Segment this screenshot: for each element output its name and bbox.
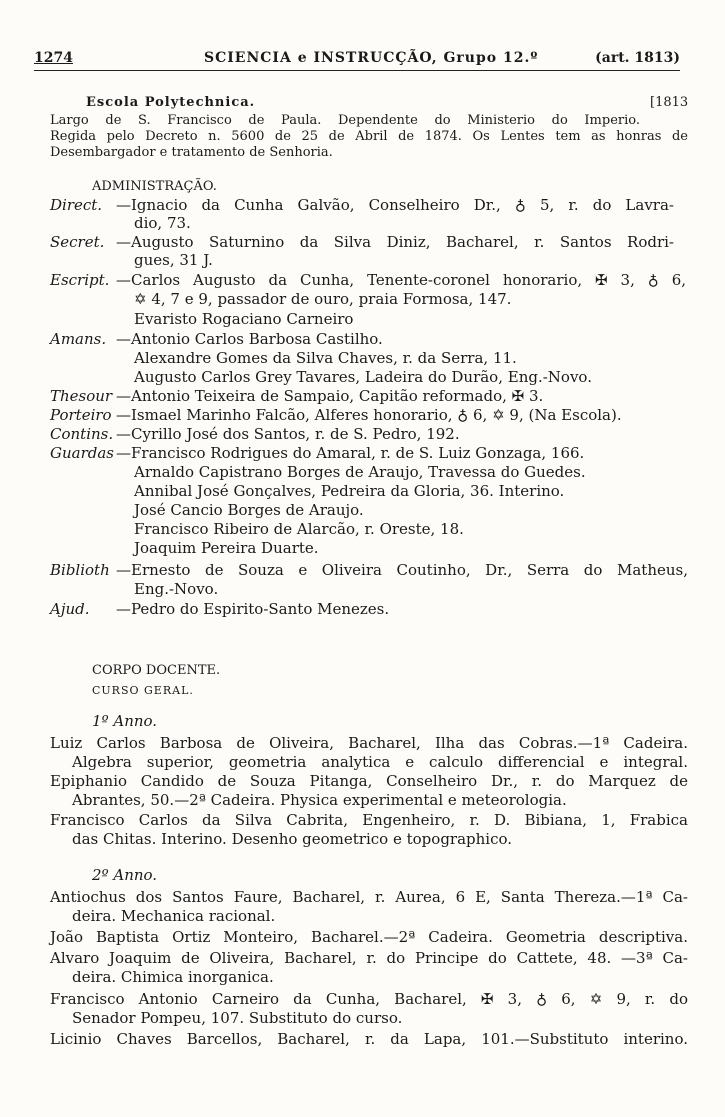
admin-line: —Cyrillo José dos Santos, r. de S. Pedro, 192.	[116, 425, 460, 443]
admin-line: —Antonio Carlos Barbosa Castilho.	[116, 330, 383, 348]
article-ref: (art. 1813)	[595, 50, 680, 66]
label-amans: Amans.	[50, 330, 107, 348]
admin-line: dio, 73.	[134, 214, 191, 232]
admin-line: Evaristo Rogaciano Carneiro	[134, 310, 354, 328]
admin-line: —Carlos Augusto da Cunha, Tenente-coronel honorario, ✠ 3, ♁ 6,	[116, 271, 686, 289]
admin-line: Augusto Carlos Grey Tavares, Ladeira do Durão, Eng.-Novo.	[134, 368, 592, 386]
admin-line: —Francisco Rodrigues do Amaral, r. de S. Luiz Gonzaga, 166.	[116, 444, 585, 462]
admin-line: —Ismael Marinho Falcão, Alferes honorario, ♁ 6, ✡ 9, (Na Escola).	[116, 406, 622, 424]
faculty-line: Epiphanio Candido de Souza Pitanga, Conselheiro Dr., r. do Marquez de	[50, 772, 688, 790]
admin-line: Alexandre Gomes da Silva Chaves, r. da Serra, 11.	[134, 349, 517, 367]
faculty-line: Luiz Carlos Barbosa de Oliveira, Bacharel, Ilha das Cobras.—1ª Cadeira.	[50, 734, 688, 752]
faculty-line: deira. Chimica inorganica.	[72, 968, 274, 986]
faculty-line: Licinio Chaves Barcellos, Bacharel, r. da Lapa, 101.—Substituto interino.	[50, 1030, 688, 1048]
faculty-line: das Chitas. Interino. Desenho geometrico e topographico.	[72, 830, 513, 848]
faculty-subheading: CURSO GERAL.	[92, 684, 194, 697]
faculty-heading: CORPO DOCENTE.	[92, 663, 221, 678]
label-escript: Escript.	[50, 271, 110, 289]
admin-line: Annibal José Gonçalves, Pedreira da Gloria, 36. Interino.	[134, 482, 565, 500]
intro-line-1: Largo de S. Francisco de Paula. Dependente do Ministerio do Imperio.	[50, 113, 640, 128]
faculty-line: Antiochus dos Santos Faure, Bacharel, r. Aurea, 6 E, Santa Thereza.—1ª Ca-	[50, 888, 688, 906]
faculty-line: Alvaro Joaquim de Oliveira, Bacharel, r. do Principe do Cattete, 48. —3ª Ca-	[50, 949, 688, 967]
faculty-line: Senador Pompeu, 107. Substituto do curso.	[72, 1009, 403, 1027]
faculty-line: deira. Mechanica racional.	[72, 907, 276, 925]
admin-line: —Antonio Teixeira de Sampaio, Capitão reformado, ✠ 3.	[116, 387, 544, 405]
running-title: SCIENCIA e INSTRUCÇÃO, Grupo 12.º	[204, 50, 539, 66]
admin-line: José Cancio Borges de Araujo.	[134, 501, 364, 519]
label-thesour: Thesour	[50, 387, 113, 405]
faculty-line: Francisco Antonio Carneiro da Cunha, Bacharel, ✠ 3, ♁ 6, ✡ 9, r. do	[50, 990, 688, 1008]
label-biblioth: Biblioth	[50, 561, 110, 579]
admin-line: Arnaldo Capistrano Borges de Araujo, Travessa do Guedes.	[134, 463, 586, 481]
admin-line: —Ignacio da Cunha Galvão, Conselheiro Dr., ♁ 5, r. do Lavra-	[116, 196, 674, 214]
label-guardas: Guardas	[50, 444, 114, 462]
admin-line: ✡ 4, 7 e 9, passador de ouro, praia Formosa, 147.	[134, 290, 512, 308]
admin-heading: ADMINISTRAÇÃO.	[92, 179, 217, 194]
admin-line: —Ernesto de Souza e Oliveira Coutinho, Dr., Serra do Matheus,	[116, 561, 688, 579]
admin-line: —Augusto Saturnino da Silva Diniz, Bacharel, r. Santos Rodri-	[116, 233, 674, 251]
faculty-line: João Baptista Ortiz Monteiro, Bacharel.—2ª Cadeira. Geometria descriptiva.	[50, 928, 688, 946]
intro-line-2: Regida pelo Decreto n. 5600 de 25 de Abril de 1874. Os Lentes tem as honras de	[50, 129, 688, 144]
school-name: Escola Polytechnica.	[86, 95, 256, 110]
page-number: 1274	[34, 50, 73, 66]
year-title: 2º Anno.	[92, 866, 158, 884]
label-direct: Direct.	[50, 196, 103, 214]
label-secret: Secret.	[50, 233, 105, 251]
faculty-line: Abrantes, 50.—2ª Cadeira. Physica experimental e meteorologia.	[72, 791, 567, 809]
faculty-line: Algebra superior, geometria analytica e calculo differencial e integral.	[72, 753, 688, 771]
section-ref: [1813	[650, 95, 689, 110]
admin-line: Eng.-Novo.	[134, 580, 219, 598]
label-contins: Contins.	[50, 425, 114, 443]
intro-line-3: Desembargador e tratamento de Senhoria.	[50, 145, 333, 160]
year-title: 1º Anno.	[92, 712, 158, 730]
label-ajud: Ajud.	[50, 600, 90, 618]
page-header	[34, 48, 680, 71]
admin-line: Joaquim Pereira Duarte.	[134, 539, 319, 557]
faculty-line: Francisco Carlos da Silva Cabrita, Engenheiro, r. D. Bibiana, 1, Frabica	[50, 811, 688, 829]
admin-line: Francisco Ribeiro de Alarcão, r. Oreste, 18.	[134, 520, 464, 538]
admin-line: —Pedro do Espirito-Santo Menezes.	[116, 600, 390, 618]
label-porteiro: Porteiro	[50, 406, 112, 424]
admin-line: gues, 31 J.	[134, 251, 213, 269]
